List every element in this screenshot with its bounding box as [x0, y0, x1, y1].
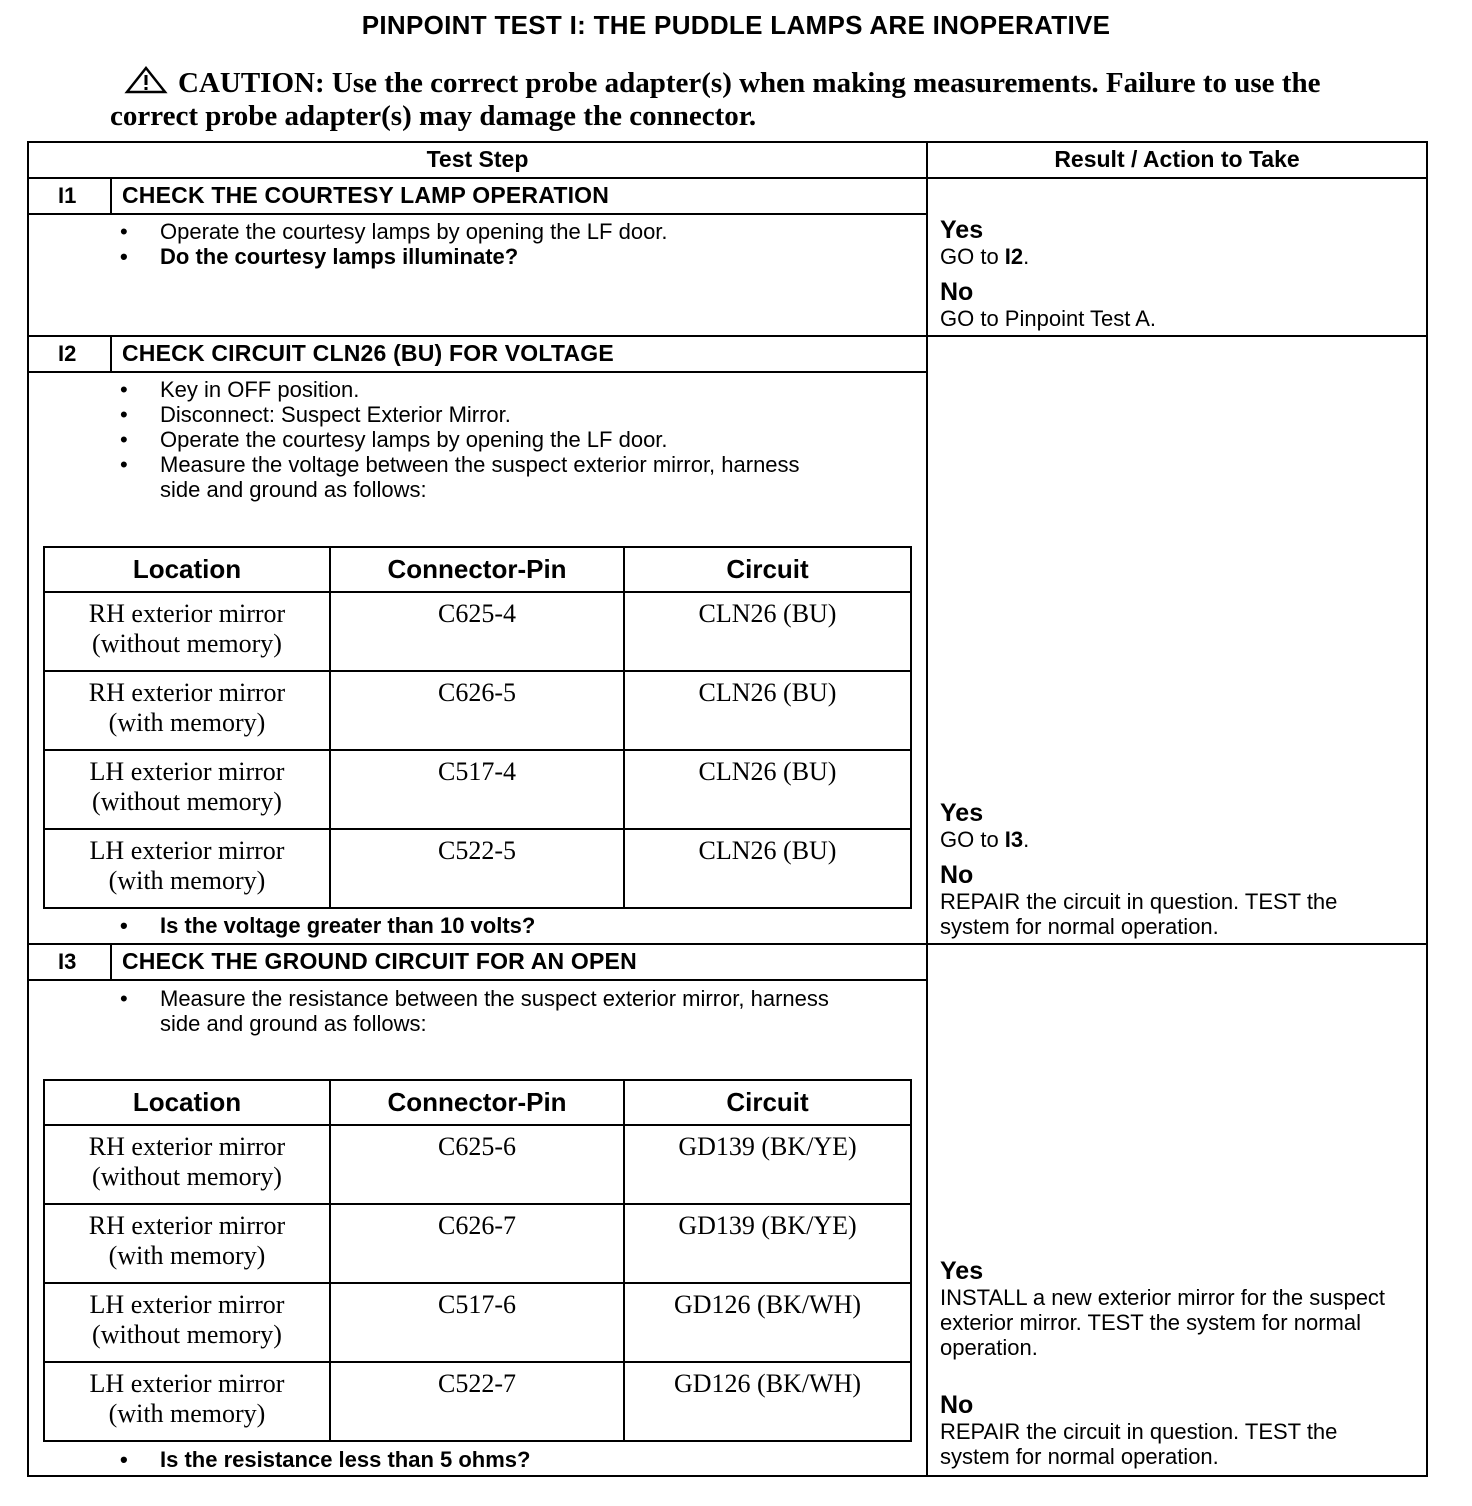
connector-pin-cell: C625-4 [330, 592, 624, 671]
resistance-measurement-table [43, 1079, 912, 1442]
no-action: GO to Pinpoint Test A. [940, 306, 1157, 331]
yes-action: GO to I3. [940, 827, 1030, 852]
column-header: Connector-Pin [330, 547, 624, 592]
no-label: No [940, 861, 974, 889]
bullet-item: • Measure the voltage between the suspect exterior mirror, harness side and ground as follows: [118, 452, 838, 502]
location-cell: LH exterior mirror (without memory) [44, 1283, 330, 1362]
bullet-question: • Is the voltage greater than 10 volts? [118, 913, 535, 938]
column-header: Connector-Pin [330, 1080, 624, 1125]
page-title: PINPOINT TEST I: THE PUDDLE LAMPS ARE INOPERATIVE [361, 10, 1111, 40]
caution-notice [110, 66, 1370, 132]
location-cell: RH exterior mirror (without memory) [44, 1125, 330, 1204]
table-row [44, 829, 911, 908]
yes-label: Yes [940, 1257, 984, 1285]
header-result: Result / Action to Take [1054, 146, 1300, 172]
location-cell: LH exterior mirror (without memory) [44, 750, 330, 829]
connector-pin-cell: C517-6 [330, 1283, 624, 1362]
step-title-rule [27, 371, 927, 373]
circuit-cell: CLN26 (BU) [624, 750, 911, 829]
connector-pin-cell: C626-5 [330, 671, 624, 750]
step-question [118, 1447, 530, 1472]
table-row [44, 671, 911, 750]
step-id-divider [110, 944, 112, 980]
yes-action: INSTALL a new exterior mirror for the suspect exterior mirror. TEST the system for normal operation. [940, 1285, 1386, 1360]
connector-pin-cell: C522-5 [330, 829, 624, 908]
yes-action: GO to I2. [940, 244, 1030, 269]
table-row [44, 592, 911, 671]
table-row [44, 750, 911, 829]
step-result [940, 217, 1420, 331]
bullet-item: • Operate the courtesy lamps by opening the LF door. [118, 219, 668, 244]
step-id-divider [110, 178, 112, 214]
warning-triangle-icon [124, 66, 168, 101]
step-title: CHECK THE GROUND CIRCUIT FOR AN OPEN [122, 948, 637, 974]
step-id: I1 [58, 183, 77, 208]
column-header: Circuit [624, 547, 911, 592]
table-row [44, 1204, 911, 1283]
no-action: REPAIR the circuit in question. TEST the system for normal operation. [940, 1419, 1338, 1469]
step-title-rule [27, 979, 927, 981]
header-rule [27, 177, 1428, 179]
yes-label: Yes [940, 216, 984, 244]
step-id-divider [110, 336, 112, 372]
caution-label: CAUTION: [178, 67, 325, 99]
caution-text: Use the correct probe adapter(s) when making measurements. Failure to use the correct probe adapter(s) may damage the connector. [110, 67, 1321, 132]
column-header: Circuit [624, 1080, 911, 1125]
step-title: CHECK CIRCUIT CLN26 (BU) FOR VOLTAGE [122, 340, 614, 366]
bullet-question: • Is the resistance less than 5 ohms? [118, 1447, 530, 1472]
step-result [940, 1258, 1410, 1469]
header-test-step: Test Step [426, 146, 529, 172]
step-bullets [118, 219, 668, 269]
circuit-cell: CLN26 (BU) [624, 671, 911, 750]
step-bullets [118, 986, 838, 1036]
step-separator [27, 335, 1428, 337]
location-cell: RH exterior mirror (without memory) [44, 592, 330, 671]
step-title: CHECK THE COURTESY LAMP OPERATION [122, 182, 610, 208]
step-bullets [118, 377, 838, 502]
step-result [940, 800, 1410, 939]
circuit-cell: GD139 (BK/YE) [624, 1204, 911, 1283]
circuit-cell: CLN26 (BU) [624, 592, 911, 671]
step-id: I2 [58, 341, 77, 366]
circuit-cell: GD139 (BK/YE) [624, 1125, 911, 1204]
connector-pin-cell: C522-7 [330, 1362, 624, 1441]
yes-label: Yes [940, 799, 984, 827]
connector-pin-cell: C625-6 [330, 1125, 624, 1204]
bullet-item: • Key in OFF position. [118, 377, 838, 402]
step-question [118, 913, 535, 938]
column-header: Location [44, 1080, 330, 1125]
no-label: No [940, 1391, 974, 1419]
circuit-cell: CLN26 (BU) [624, 829, 911, 908]
table-row [44, 1283, 911, 1362]
circuit-cell: GD126 (BK/WH) [624, 1283, 911, 1362]
location-cell: RH exterior mirror (with memory) [44, 1204, 330, 1283]
no-label: No [940, 278, 974, 306]
voltage-measurement-table [43, 546, 912, 909]
location-cell: LH exterior mirror (with memory) [44, 1362, 330, 1441]
column-divider [926, 141, 928, 1477]
bullet-question: • Do the courtesy lamps illuminate? [118, 244, 668, 269]
connector-pin-cell: C517-4 [330, 750, 624, 829]
bullet-item: • Operate the courtesy lamps by opening the LF door. [118, 427, 838, 452]
step-id: I3 [58, 949, 77, 974]
connector-pin-cell: C626-7 [330, 1204, 624, 1283]
table-row [44, 1362, 911, 1441]
step-title-rule [27, 213, 927, 215]
location-cell: LH exterior mirror (with memory) [44, 829, 330, 908]
bullet-item: • Disconnect: Suspect Exterior Mirror. [118, 402, 838, 427]
table-row [44, 1125, 911, 1204]
bullet-item: • Measure the resistance between the suspect exterior mirror, harness side and ground as follows: [118, 986, 838, 1036]
no-action: REPAIR the circuit in question. TEST the system for normal operation. [940, 889, 1338, 939]
step-separator [27, 943, 1428, 945]
circuit-cell: GD126 (BK/WH) [624, 1362, 911, 1441]
column-header: Location [44, 547, 330, 592]
location-cell: RH exterior mirror (with memory) [44, 671, 330, 750]
